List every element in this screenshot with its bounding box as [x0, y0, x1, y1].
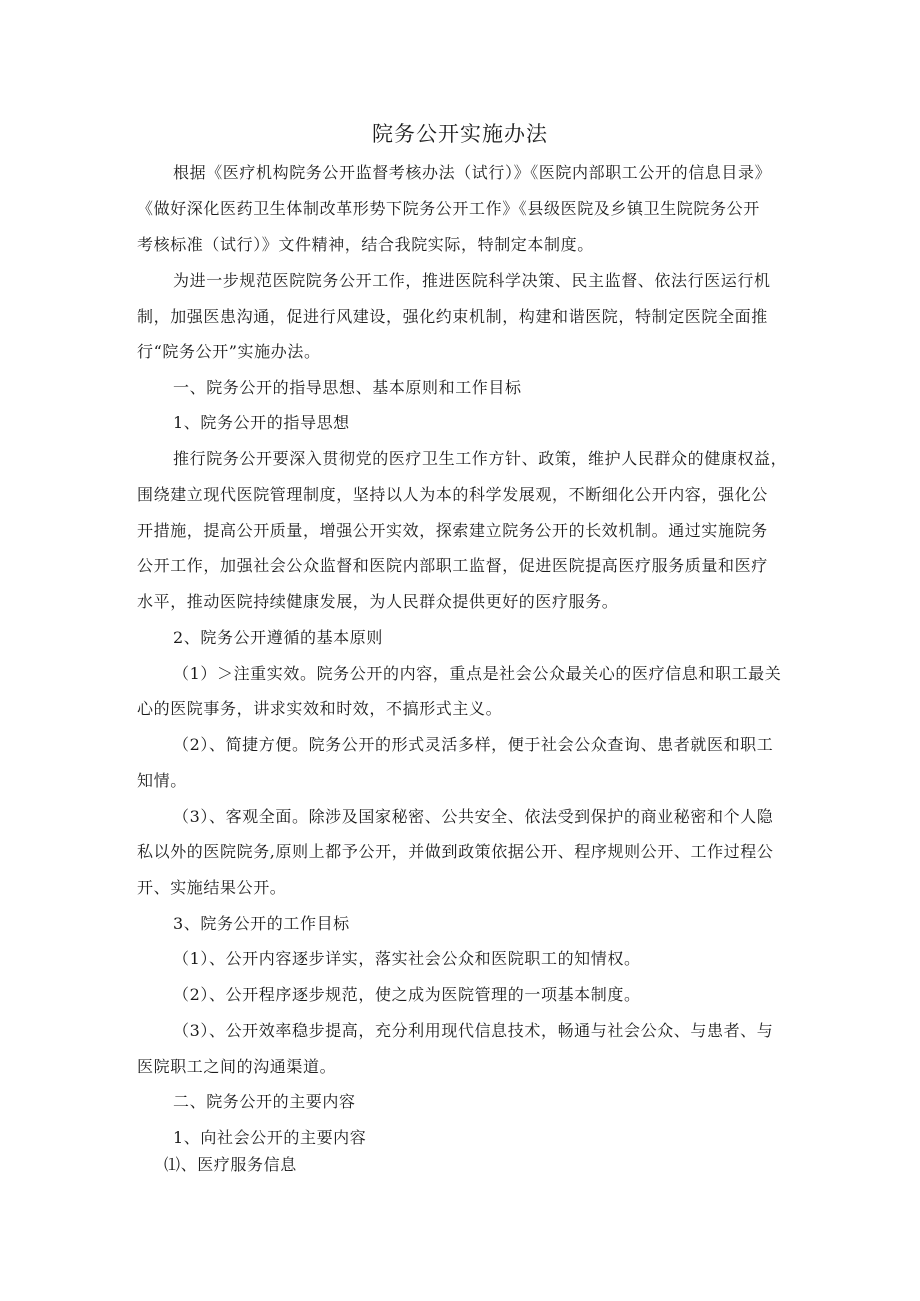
paragraph-line: 围绕建立现代医院管理制度，坚持以人为本的科学发展观，不断细化公开内容，强化公	[137, 485, 768, 504]
paragraph-line: （2）、简捷方便。院务公开的形式灵活多样，便于社会公众查询、患者就医和职工	[173, 735, 774, 754]
paragraph-line: 开、实施结果公开。	[137, 878, 287, 897]
paragraph-line: 考核标准（试行）》文件精神，结合我院实际，特制定本制度。	[137, 235, 594, 254]
paragraph-line: 推行院务公开要深入贯彻党的医疗卫生工作方针、政策，维护人民群众的健康权益，	[173, 449, 788, 468]
paragraph-line: （3）、公开效率稳步提高，充分利用现代信息技术，畅通与社会公众、与患者、与	[173, 1021, 774, 1040]
paragraph-line: 水平，推动医院持续健康发展，为人民群众提供更好的医疗服务。	[137, 592, 619, 611]
paragraph-line: （2）、公开程序逐步规范，使之成为医院管理的一项基本制度。	[173, 985, 641, 1004]
paragraph-line: （3）、客观全面。除涉及国家秘密、公共安全、依法受到保护的商业秘密和个人隐	[173, 807, 774, 826]
paragraph-line: （1）、公开内容逐步详实，落实社会公众和医院职工的知情权。	[173, 949, 641, 968]
document-title: 院务公开实施办法	[372, 122, 548, 146]
paragraph-line: 知情。	[137, 771, 187, 790]
subsection-heading: 2、院务公开遵循的基本原则	[173, 628, 383, 647]
section-heading: 一、院务公开的指导思想、基本原则和工作目标	[173, 378, 522, 397]
paragraph-line: 为进一步规范医院院务公开工作，推进医院科学决策、民主监督、依法行医运行机	[173, 271, 771, 290]
paragraph-line: 公开工作，加强社会公众监督和医院内部职工监督，促进医院提高医疗服务质量和医疗	[137, 556, 768, 575]
paragraph-line: 根据《医疗机构院务公开监督考核办法（试行）》《医院内部职工公开的信息目录》	[173, 163, 772, 182]
paragraph-line: （1）＞注重实效。院务公开的内容，重点是社会公众最关心的医疗信息和职工最关	[173, 664, 782, 683]
section-heading: 二、院务公开的主要内容	[173, 1092, 356, 1111]
subsection-heading: 3、院务公开的工作目标	[173, 914, 350, 933]
paragraph-line: 行“院务公开”实施办法。	[137, 342, 321, 361]
paragraph-line: 医院职工之间的沟通渠道。	[137, 1057, 337, 1076]
subsection-heading: 1、向社会公开的主要内容	[173, 1128, 367, 1147]
paragraph-line: 《做好深化医药卫生体制改革形势下院务公开工作》《县级医院及乡镇卫生院院务公开	[137, 199, 760, 218]
paragraph-line: 私以外的医院院务,原则上都予公开，并做到政策依据公开、程序规则公开、工作过程公	[137, 842, 774, 861]
paragraph-line: 制，加强医患沟通，促进行风建设，强化约束机制，构建和谐医院，特制定医院全面推	[137, 307, 768, 326]
paragraph-line: 心的医院事务，讲求实效和时效，不搞形式主义。	[137, 699, 503, 718]
paragraph-line: 开措施，提高公开质量，增强公开实效，探索建立院务公开的长效机制。通过实施院务	[137, 521, 768, 540]
subsection-heading: 1、院务公开的指导思想	[173, 413, 350, 432]
list-item: ⑴、医疗服务信息	[164, 1155, 297, 1174]
